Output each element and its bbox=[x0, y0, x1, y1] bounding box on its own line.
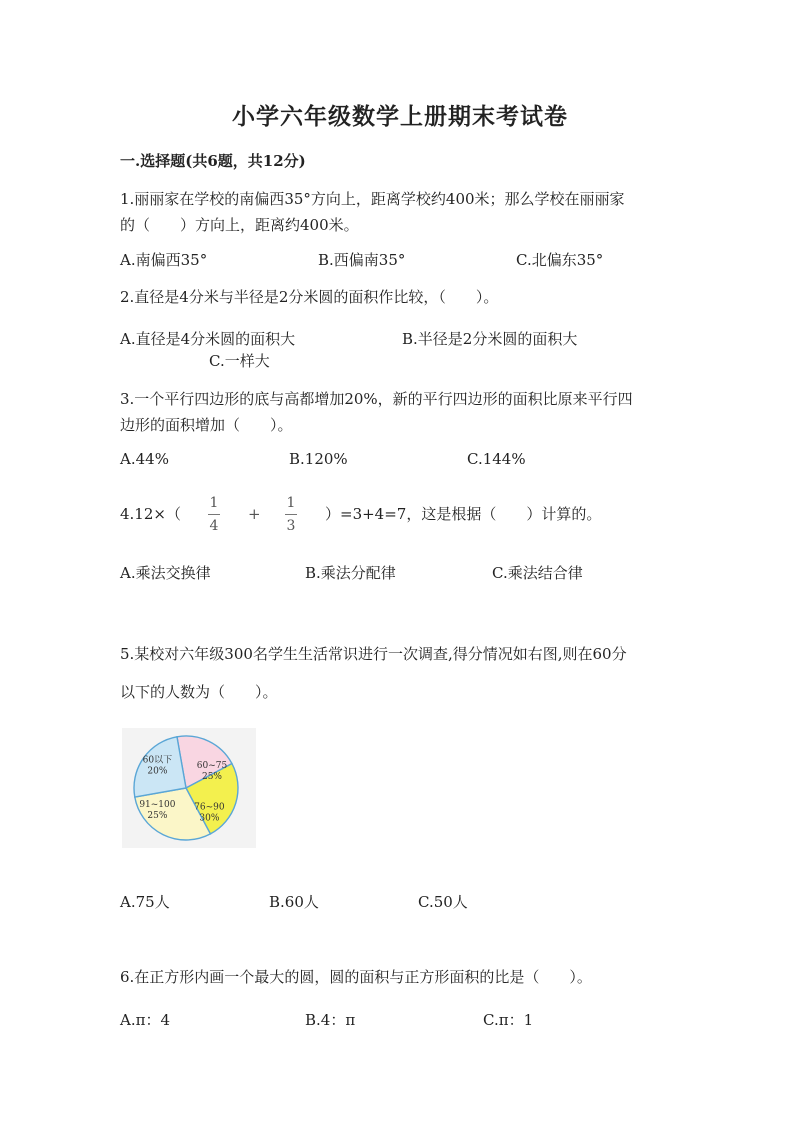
fraction-1-denominator: 4 bbox=[209, 518, 219, 534]
fraction-2-denominator: 3 bbox=[286, 518, 296, 534]
question-3-line-2: 边形的面积增加（ ）。 bbox=[120, 416, 293, 434]
fraction-2-bar bbox=[285, 514, 297, 515]
q5-option-a[interactable]: A.75人 bbox=[120, 893, 170, 911]
fraction-1-numerator: 1 bbox=[209, 495, 219, 511]
pie-label-range-1: 60以下 bbox=[142, 755, 173, 766]
q2-option-a[interactable]: A.直径是4分米圆的面积大 bbox=[120, 330, 296, 348]
fraction-one-quarter bbox=[208, 494, 220, 535]
question-1-line-2: 的（ ）方向上，距离约400米。 bbox=[120, 216, 359, 234]
question-5-line-2: 以下的人数为（ ）。 bbox=[120, 683, 278, 701]
score-pie-chart bbox=[122, 728, 256, 848]
pie-label-percent-4: 25% bbox=[147, 810, 168, 821]
fraction-1-bar bbox=[208, 514, 220, 515]
question-2: 2.直径是4分米与半径是2分米圆的面积作比较，（ ）。 bbox=[120, 288, 499, 306]
q3-option-b[interactable]: B.120% bbox=[289, 450, 348, 468]
question-1 bbox=[120, 186, 625, 238]
q6-option-c[interactable]: C.π：1 bbox=[483, 1011, 534, 1029]
q3-option-c[interactable]: C.144% bbox=[467, 450, 526, 468]
q1-option-c[interactable]: C.北偏东35° bbox=[516, 251, 604, 269]
pie-label-percent-1: 20% bbox=[147, 766, 168, 777]
fraction-one-third bbox=[285, 494, 297, 535]
question-1-line-1: 1.丽丽家在学校的南偏西35°方向上，距离学校约400米；那么学校在丽丽家 bbox=[120, 190, 625, 208]
q4-option-a[interactable]: A.乘法交换律 bbox=[120, 564, 211, 582]
q5-option-b[interactable]: B.60人 bbox=[269, 893, 319, 911]
pie-label-range-2: 60~75 bbox=[196, 760, 228, 771]
q6-option-b[interactable]: B.4：π bbox=[305, 1011, 356, 1029]
section-heading: 一.选择题(共6题，共12分) bbox=[120, 152, 306, 170]
pie-label-percent-3: 30% bbox=[199, 813, 220, 824]
question-5-line-1: 5.某校对六年级300名学生生活常识进行一次调查,得分情况如右图,则在60分 bbox=[120, 645, 627, 663]
q2-option-b[interactable]: B.半径是2分米圆的面积大 bbox=[402, 330, 578, 348]
question-4-prefix: 4.12×（ bbox=[120, 505, 181, 523]
q5-option-c[interactable]: C.50人 bbox=[418, 893, 468, 911]
question-3 bbox=[120, 386, 633, 438]
question-3-line-1: 3.一个平行四边形的底与高都增加20%，新的平行四边形的面积比原来平行四 bbox=[120, 390, 633, 408]
pie-label-range-4: 91~100 bbox=[139, 799, 176, 810]
question-4-suffix: ）=3+4=7，这是根据（ ）计算的。 bbox=[325, 505, 602, 523]
q1-option-b[interactable]: B.西偏南35° bbox=[318, 251, 406, 269]
q4-option-b[interactable]: B.乘法分配律 bbox=[305, 564, 396, 582]
q4-option-c[interactable]: C.乘法结合律 bbox=[492, 564, 583, 582]
q1-option-a[interactable]: A.南偏西35° bbox=[120, 251, 208, 269]
pie-slices bbox=[134, 736, 238, 840]
question-5 bbox=[120, 635, 627, 711]
pie-label-range-3: 76~90 bbox=[194, 802, 225, 813]
q2-option-c[interactable]: C.一样大 bbox=[209, 352, 270, 370]
question-6: 6.在正方形内画一个最大的圆，圆的面积与正方形面积的比是（ ）。 bbox=[120, 968, 592, 986]
page-title: 小学六年级数学上册期末考试卷 bbox=[232, 103, 568, 130]
fraction-2-numerator: 1 bbox=[286, 495, 296, 511]
q3-option-a[interactable]: A.44% bbox=[120, 450, 169, 468]
pie-label-percent-2: 25% bbox=[201, 771, 223, 782]
plus-sign: + bbox=[248, 505, 261, 523]
q6-option-a[interactable]: A.π：4 bbox=[120, 1011, 171, 1029]
